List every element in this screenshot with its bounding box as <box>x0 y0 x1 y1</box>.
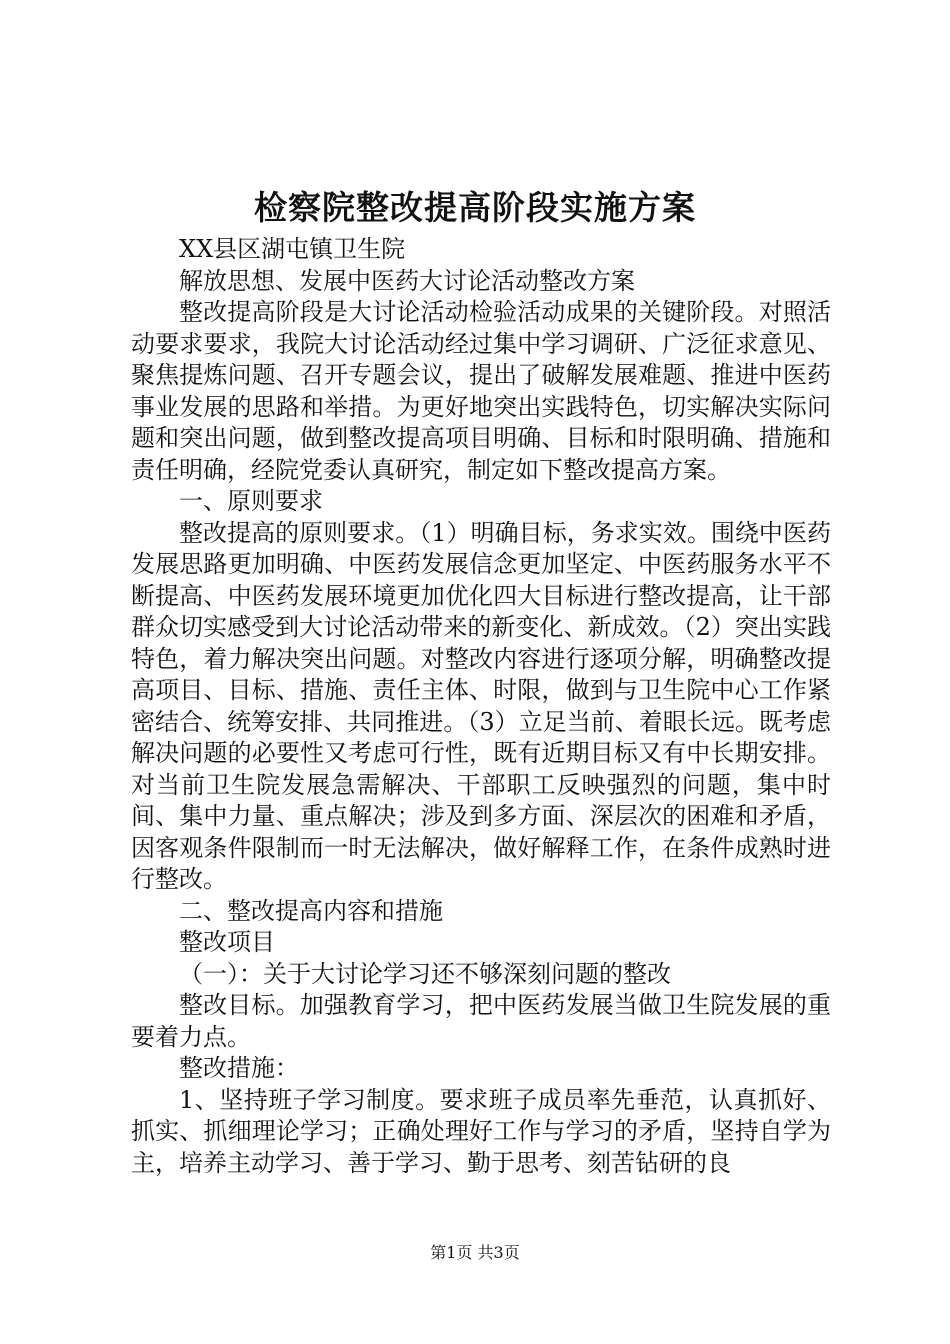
subtitle-line: 解放思想、发展中医药大讨论活动整改方案 <box>179 266 635 295</box>
page-title: 检察院整改提高阶段实施方案 <box>254 188 696 227</box>
sub-heading: 整改项目 <box>179 928 275 956</box>
page-footer: 第1页 共3页 <box>430 1243 520 1262</box>
section-heading: 二、整改提高内容和措施 <box>179 896 443 925</box>
section-heading: 一、原则要求 <box>179 487 323 515</box>
sub-heading: 整改措施： <box>179 1054 299 1082</box>
body-paragraph: 整改提高阶段是大讨论活动检验活动成果的关键阶段。对照活动要求要求，我院大讨论活动经过集中学习调研、广泛征求意见、聚焦提炼问题、召开专题会议，提出了破解发展难题、推进中医药事业发展的思路和举措。为更好地突出实践特色，切实解决实际问题和突出问题，做到整改提高项目明确、目标和时限明确、措施和责任明确，经院党委认真研究，制定如下整改提高方案。 <box>131 298 831 484</box>
body-paragraph: 整改目标。加强教育学习，把中医药发展当做卫生院发展的重要着力点。 <box>131 991 831 1051</box>
body-paragraph: 1、坚持班子学习制度。要求班子成员率先垂范，认真抓好、抓实、抓细理论学习；正确处理好工作与学习的矛盾，坚持自学为主，培养主动学习、善于学习、勤于思考、刻苦钻研的良 <box>131 1085 831 1177</box>
item-heading: （一）：关于大讨论学习还不够深刻问题的整改 <box>179 959 671 988</box>
document-body <box>131 234 831 1179</box>
body-paragraph: 整改提高的原则要求。（1）明确目标，务求实效。围绕中医药发展思路更加明确、中医药发展信念更加坚定、中医药服务水平不断提高、中医药发展环境更加优化四大目标进行整改提高，让干部群众切实感受到大讨论活动带来的新变化、新成效。（2）突出实践特色，着力解决突出问题。对整改内容进行逐项分解，明确整改提高项目、目标、措施、责任主体、时限，做到与卫生院中心工作紧密结合、统筹安排、共同推进。（3）立足当前、着眼长远。既考虑解决问题的必要性又考虑可行性，既有近期目标又有中长期安排。对当前卫生院发展急需解决、干部职工反映强烈的问题，集中时间、集中力量、重点解决；涉及到多方面、深层次的困难和矛盾，因客观条件限制而一时无法解决，做好解释工作，在条件成熟时进行整改。 <box>131 518 831 893</box>
org-line: XX县区湖屯镇卫生院 <box>179 235 406 263</box>
